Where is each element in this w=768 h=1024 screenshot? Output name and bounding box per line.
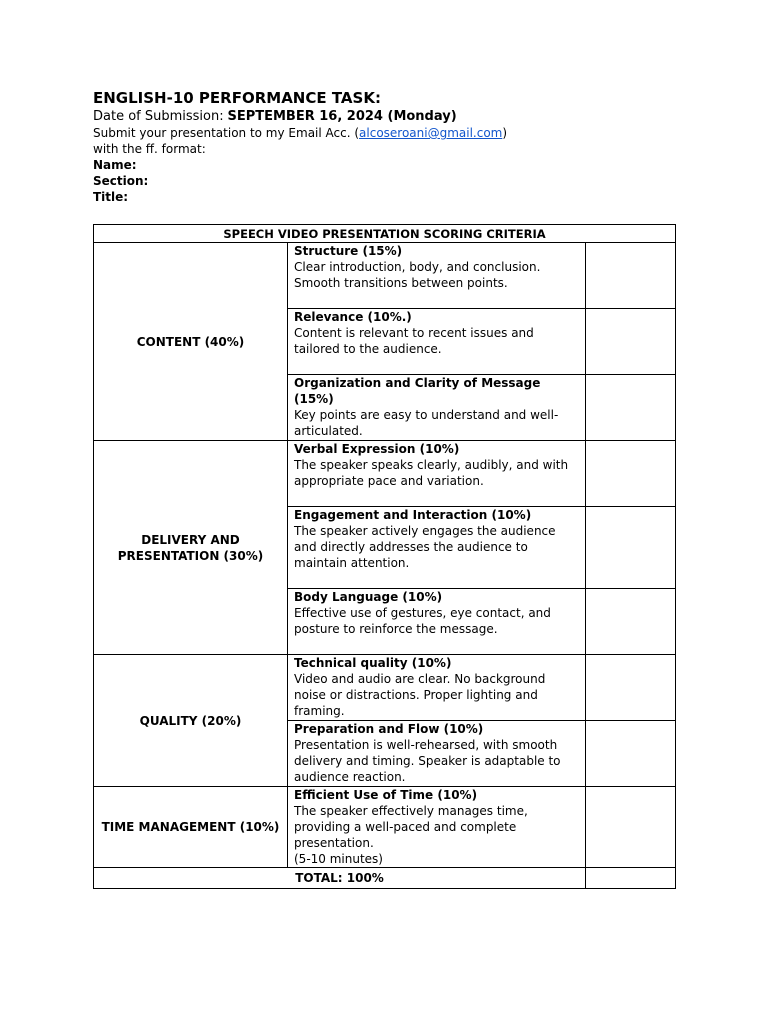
score-cell <box>586 309 676 375</box>
total-row <box>94 868 676 889</box>
criterion-title: Relevance (10%.) <box>294 310 412 324</box>
scoring-criteria-table <box>93 224 676 889</box>
category-content: CONTENT (40%) <box>94 243 288 441</box>
criterion-desc: Presentation is well-rehearsed, with smooth delivery and timing. Speaker is adaptable to audience reaction. <box>294 738 561 784</box>
criterion-title: Engagement and Interaction (10%) <box>294 508 532 522</box>
criterion-desc: The speaker actively engages the audience and directly addresses the audience to maintain attention. <box>294 524 556 570</box>
category-time-management: TIME MANAGEMENT (10%) <box>94 787 288 868</box>
score-cell <box>586 441 676 507</box>
score-cell <box>586 655 676 721</box>
table-header-row <box>94 225 676 243</box>
criterion-title: Preparation and Flow (10%) <box>294 722 484 736</box>
criterion-note: (5-10 minutes) <box>294 852 383 866</box>
criterion-cell <box>288 721 586 787</box>
criterion-cell <box>288 787 586 868</box>
criterion-cell <box>288 589 586 655</box>
score-cell <box>586 243 676 309</box>
criterion-desc: The speaker effectively manages time, providing a well-paced and complete presentation. <box>294 804 528 850</box>
category-delivery: DELIVERY AND PRESENTATION (30%) <box>94 441 288 655</box>
criterion-title: Organization and Clarity of Message (15%) <box>294 376 541 406</box>
criterion-desc: Effective use of gestures, eye contact, and posture to reinforce the message. <box>294 606 551 636</box>
date-label: Date of Submission: <box>93 109 224 124</box>
submit-prefix: Submit your presentation to my Email Acc. ( <box>93 126 360 140</box>
format-line: with the ff. format: <box>93 142 206 156</box>
table-row <box>94 655 676 721</box>
category-quality: QUALITY (20%) <box>94 655 288 787</box>
title-label: Title: <box>93 190 129 204</box>
criterion-cell <box>288 375 586 441</box>
table-row <box>94 441 676 507</box>
table-row <box>94 243 676 309</box>
criterion-title: Technical quality (10%) <box>294 656 452 670</box>
date-value: SEPTEMBER 16, 2024 (Monday) <box>227 109 457 124</box>
criterion-title: Verbal Expression (10%) <box>294 442 460 456</box>
criterion-cell <box>288 441 586 507</box>
criterion-desc: Key points are easy to understand and well-articulated. <box>294 408 559 438</box>
submission-date <box>93 108 675 125</box>
score-cell <box>586 507 676 589</box>
total-label: TOTAL: 100% <box>94 868 586 889</box>
criterion-title: Body Language (10%) <box>294 590 443 604</box>
email-link[interactable]: alcoseroani@gmail.com <box>359 126 503 140</box>
criterion-desc: Video and audio are clear. No background noise or distractions. Proper lighting and framing. <box>294 672 546 718</box>
section-label: Section: <box>93 174 149 188</box>
table-header: SPEECH VIDEO PRESENTATION SCORING CRITERIA <box>94 225 676 243</box>
task-title: ENGLISH-10 PERFORMANCE TASK: <box>93 89 381 107</box>
criterion-cell <box>288 243 586 309</box>
criterion-desc: Clear introduction, body, and conclusion. Smooth transitions between points. <box>294 260 541 290</box>
submit-instruction <box>93 125 675 141</box>
criterion-cell <box>288 309 586 375</box>
document-header <box>93 88 675 205</box>
criterion-desc: The speaker speaks clearly, audibly, and with appropriate pace and variation. <box>294 458 569 488</box>
submit-suffix: ) <box>502 126 508 140</box>
criterion-title: Efficient Use of Time (10%) <box>294 788 478 802</box>
total-score-cell <box>586 868 676 889</box>
score-cell <box>586 721 676 787</box>
criterion-desc: Content is relevant to recent issues and tailored to the audience. <box>294 326 534 356</box>
table-row <box>94 787 676 868</box>
criterion-cell <box>288 655 586 721</box>
criterion-title: Structure (15%) <box>294 244 403 258</box>
name-label: Name: <box>93 158 137 172</box>
criterion-cell <box>288 507 586 589</box>
score-cell <box>586 589 676 655</box>
score-cell <box>586 375 676 441</box>
score-cell <box>586 787 676 868</box>
